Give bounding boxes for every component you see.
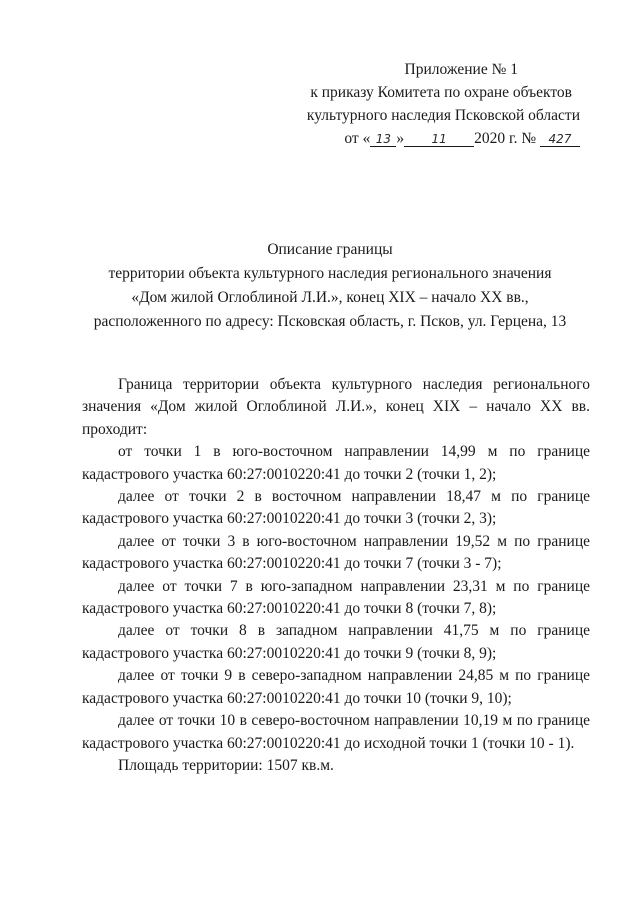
- boundary-segment: далее от точки 8 в западном направлении 41,75 м по границе кадастрового участка 60:27:0010220:41 до точки 9 (точки 8, 9);: [82, 622, 590, 662]
- boundary-segment: далее от точки 2 в восточном направлении 18,47 м по границе кадастрового участка 60:27:0010220:41 до точки 3 (точки 2, 3);: [82, 488, 590, 528]
- area-paragraph: Площадь территории: 1507 кв.м.: [118, 756, 334, 774]
- title-line-1: Описание границы: [267, 241, 393, 258]
- appendix-order-ref: к приказу Комитета по охране объектов: [310, 84, 572, 101]
- date-prefix: от «: [344, 130, 371, 147]
- intro-paragraph: Граница территории объекта культурного наследия регионального значения «Дом жилой Оглоблиной Л.И.», конец XIX – начало XX вв. проходит:: [82, 376, 590, 438]
- appendix-committee: культурного наследия Псковской области: [306, 107, 580, 124]
- boundary-segment: далее от точки 7 в юго-западном направлении 23,31 м по границе кадастрового участка 60:27:0010220:41 до точки 8 (точки 7, 8);: [82, 577, 590, 618]
- appendix-number: Приложение № 1: [404, 61, 518, 78]
- date-year: 2020 г. №: [474, 130, 537, 147]
- title-line-3: «Дом жилой Оглоблиной Л.И.», конец XIX – начало XX вв.,: [131, 289, 529, 306]
- document-body: [82, 374, 590, 777]
- date-mid: »: [396, 130, 405, 147]
- handwritten-day: 13: [370, 132, 396, 147]
- boundary-segment: далее от точки 9 в северо-западном направлении 24,85 м по границе кадастрового участка 60:27:0010220:41 до точки 10 (точки 9, 10);: [82, 667, 590, 707]
- appendix-header: [290, 58, 580, 150]
- boundary-segment: от точки 1 в юго-восточном направлении 14,99 м по границе кадастрового участка 60:27:0010220:41 до точки 2 (точки 1, 2);: [82, 443, 590, 483]
- handwritten-order-number: 427: [540, 132, 580, 147]
- boundary-segment: далее от точки 10 в северо-восточном направлении 10,19 м по границе кадастрового участка 60:27:0010220:41 до исходной точки 1 (точки 10 - 1).: [82, 712, 590, 752]
- appendix-date-line: [290, 127, 580, 150]
- title-line-2: территории объекта культурного наследия регионального значения: [108, 265, 552, 282]
- document-title: [60, 238, 600, 334]
- handwritten-month: 11: [404, 132, 474, 147]
- title-line-4: расположенного по адресу: Псковская область, г. Псков, ул. Герцена, 13: [93, 313, 567, 330]
- boundary-segment: далее от точки 3 в юго-восточном направлении 19,52 м по границе кадастрового участка 60:27:0010220:41 до точки 7 (точки 3 - 7);: [82, 532, 590, 573]
